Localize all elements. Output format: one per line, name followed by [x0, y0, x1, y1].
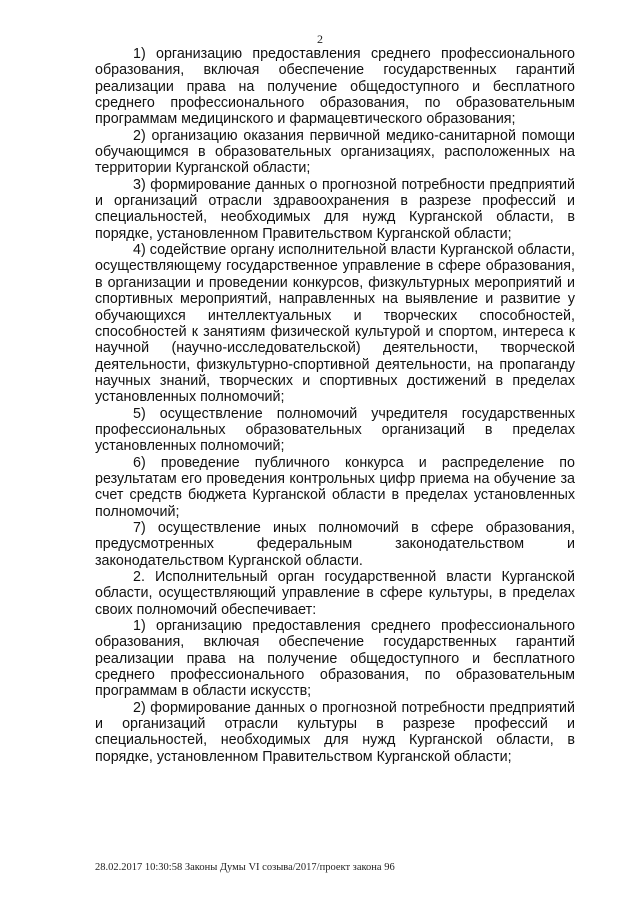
paragraph-1-5: 5) осуществление полномочий учредителя государственных профессиональных образовательных организаций в пределах установленных полномочий;: [95, 405, 575, 455]
paragraph-2-2: 2) формирование данных о прогнозной потребности предприятий и организаций отрасли культуры в разрезе профессий и специальностей, необходимых для нужд Курганской области, в порядке, установленном Правительством Курганской области;: [95, 699, 575, 765]
section-2-intro: 2. Исполнительный орган государственной власти Курганской области, осуществляющий управление в сфере культуры, в пределах своих полномочий обеспечивает:: [95, 569, 575, 618]
paragraph-1-3: 3) формирование данных о прогнозной потребности предприятий и организаций отрасли здравоохранения в разрезе профессий и специальностей, необходимых для нужд Курганской области, в порядке, установленном Правительством Курганской области;: [95, 176, 575, 242]
paragraph-1-6: 6) проведение публичного конкурса и распределение по результатам его проведения контрольных цифр приема на обучение за счет средств бюджета Курганской области в пределах установленных полномочий;: [95, 454, 575, 520]
page-number: 2: [317, 32, 323, 46]
paragraph-1-7: 7) осуществление иных полномочий в сфере образования, предусмотренных федеральным законодательством и законодательством Курганской области.: [95, 519, 575, 569]
paragraph-1-2: 2) организацию оказания первичной медико-санитарной помощи обучающимся в образовательных организациях, расположенных на территории Курганской области;: [95, 127, 575, 177]
paragraph-1-4: 4) содействие органу исполнительной власти Курганской области, осуществляющему государственное управление в сфере образования, в организации и проведении конкурсов, физкультурных мероприятий и спортивных мероприятий, направленных на выявление и развитие у обучающихся интеллектуальных и творческих способностей, способностей к занятиям физической культурой и спортом, интереса к научной (научно-исследовательской) деятельности, творческой деятельности, физкультурно-спортивной деятельности, на пропаганду научных знаний, творческих и спортивных достижений в пределах установленных полномочий;: [95, 242, 575, 406]
paragraph-1-1: 1) организацию предоставления среднего профессионального образования, включая обеспечение государственных гарантий реализации права на получение общедоступного и бесплатного среднего профессионального образования, по образовательным программам медицинского и фармацевтического образования;: [95, 46, 575, 128]
paragraph-2-1: 1) организацию предоставления среднего профессионального образования, включая обеспечение государственных гарантий реализации права на получение общедоступного и бесплатного среднего профессионального образования, по образовательным программам в области искусств;: [95, 618, 575, 700]
document-body: [95, 46, 575, 765]
document-footer: 28.02.2017 10:30:58 Законы Думы VI созыва/2017/проект закона 96: [95, 862, 395, 873]
